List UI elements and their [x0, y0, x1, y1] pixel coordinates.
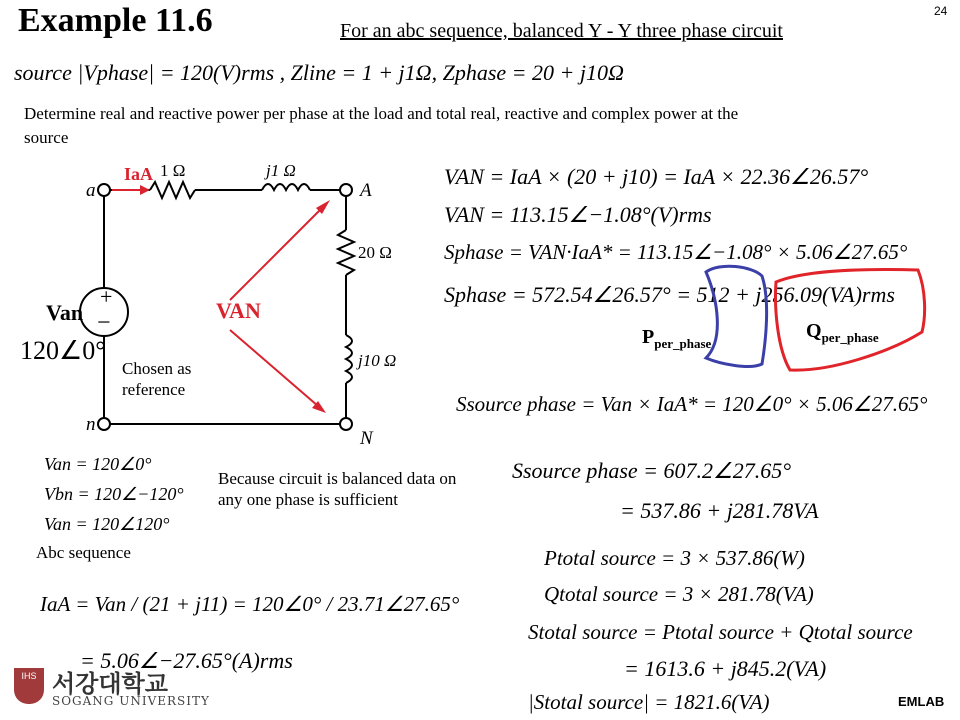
eq-van-impedance: VAN = IaA × (20 + j10) = IaA × 22.36∠26.57° [444, 164, 869, 189]
givens-line: source |Vphase| = 120(V)rms , Zline = 1 + j1Ω, Zphase = 20 + j10Ω [14, 60, 624, 85]
reference-note: Chosen as reference [122, 359, 192, 399]
current-label: IaA [124, 164, 154, 184]
load-resistance-label: 20 Ω [358, 243, 392, 262]
eq-sphase-result: Sphase = 572.54∠26.57° = 512 + j256.09(VA)rms [444, 282, 895, 307]
slide-subtitle: For an abc sequence, balanced Y - Y three phase circuit [340, 20, 783, 42]
eq-qtotal: Qtotal source = 3 × 281.78(VA) [544, 582, 814, 606]
node-A-label: A [360, 180, 372, 201]
node-A-terminal [340, 184, 352, 196]
node-n-terminal [98, 418, 110, 430]
balanced-note: Because circuit is balanced data on any one phase is sufficient [218, 469, 457, 509]
university-seal: IHS [14, 668, 44, 704]
source-value: 120∠0° [20, 336, 106, 365]
current-calc-line2: = 5.06∠−27.65°(A)rms [80, 648, 293, 673]
q-per-phase-label: $Q_{per\_phase}$ [806, 320, 879, 345]
sequence-eq-c: Van = 120∠120° [44, 514, 170, 534]
sequence-eq-a: Van = 120∠0° [44, 454, 152, 474]
problem-statement: Determine real and reactive power per phase at the load and total real, reactive and complex power at the source [24, 104, 739, 147]
line-resistance-label: 1 Ω [160, 161, 186, 180]
node-n-label: n [86, 414, 96, 435]
eq-stotal-sum: Stotal source = Ptotal source + Qtotal source [528, 620, 913, 644]
lab-name: EMLAB [898, 694, 945, 709]
current-calc-line1: IaA = Van / (21 + j11) = 120∠0° / 23.71∠27.65° [40, 592, 460, 616]
load-reactance-label: j10 Ω [358, 351, 397, 370]
svg-text:+: + [100, 284, 113, 309]
eq-stotal-rect: = 1613.6 + j845.2(VA) [624, 656, 827, 681]
node-N-label: N [360, 428, 373, 449]
page-number: 24 [934, 4, 948, 18]
university-name-kr: 서강대학교 [52, 670, 168, 698]
eq-ssource-rect: = 537.86 + j281.78VA [620, 498, 819, 523]
node-N-terminal [340, 418, 352, 430]
line-reactance-label: j1 Ω [266, 161, 296, 180]
node-a-label: a [86, 180, 96, 201]
eq-ssource-polar: Ssource phase = 607.2∠27.65° [512, 458, 792, 483]
load-voltage-label: VAN [216, 298, 261, 323]
slide-title: Example 11.6 [18, 2, 213, 39]
sequence-eq-b: Vbn = 120∠−120° [44, 484, 184, 504]
eq-ptotal: Ptotal source = 3 × 537.86(W) [544, 546, 805, 570]
eq-ssource-product: Ssource phase = Van × IaA* = 120∠0° × 5.06∠27.65° [456, 392, 928, 416]
svg-text:−: − [97, 310, 111, 336]
sequence-label: Abc sequence [36, 543, 131, 562]
circuit-diagram [0, 150, 440, 450]
node-a-terminal [98, 184, 110, 196]
source-voltage-label: Van [46, 300, 84, 325]
eq-sphase-product: Sphase = VAN·IaA* = 113.15∠−1.08° × 5.06∠27.65° [444, 240, 908, 264]
university-name-en: SOGANG UNIVERSITY [52, 694, 210, 708]
p-per-phase-label: $P_{per\_phase}$ [642, 326, 712, 351]
eq-van-value: VAN = 113.15∠−1.08°(V)rms [444, 202, 712, 227]
eq-stotal-magnitude: |Stotal source| = 1821.6(VA) [528, 690, 770, 714]
